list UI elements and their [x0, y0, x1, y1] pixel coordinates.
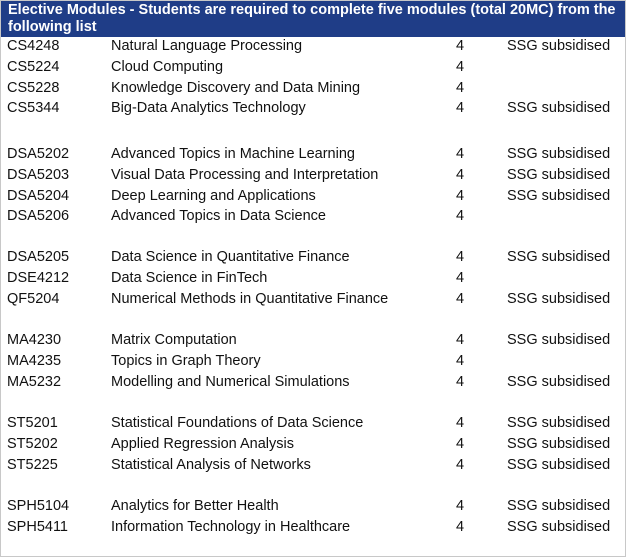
module-credits: 4 [456, 436, 465, 452]
module-title: Analytics for Better Health [111, 498, 279, 514]
module-title: Deep Learning and Applications [111, 188, 316, 204]
module-note: SSG subsidised [507, 188, 611, 204]
module-code: SPH5104 [7, 498, 70, 514]
module-credits: 4 [456, 519, 465, 535]
module-row [0, 456, 626, 477]
module-note: SSG subsidised [507, 167, 611, 183]
module-code: MA5232 [7, 374, 62, 390]
module-code: ST5225 [7, 457, 58, 473]
module-row [0, 414, 626, 435]
module-note: SSG subsidised [507, 100, 611, 116]
module-note: SSG subsidised [507, 436, 611, 452]
module-row [0, 207, 626, 228]
module-code: CS5344 [7, 100, 60, 116]
module-title: Matrix Computation [111, 332, 237, 348]
module-credits: 4 [456, 249, 465, 265]
module-title: Statistical Analysis of Networks [111, 457, 311, 473]
module-credits: 4 [456, 270, 465, 286]
module-code: ST5202 [7, 436, 58, 452]
module-title: Visual Data Processing and Interpretation [111, 167, 379, 183]
module-code: DSE4212 [7, 270, 70, 286]
module-code: MA4235 [7, 353, 62, 369]
module-credits: 4 [456, 457, 465, 473]
module-note: SSG subsidised [507, 498, 611, 514]
module-code: DSA5203 [7, 167, 70, 183]
module-row [0, 497, 626, 518]
module-note: SSG subsidised [507, 374, 611, 390]
elective-modules-header [0, 0, 626, 37]
module-title: Applied Regression Analysis [111, 436, 294, 452]
module-row [0, 435, 626, 456]
module-title: Topics in Graph Theory [111, 353, 261, 369]
module-title: Knowledge Discovery and Data Mining [111, 80, 361, 96]
module-code: DSA5204 [7, 188, 70, 204]
module-row [0, 373, 626, 394]
module-credits: 4 [456, 59, 465, 75]
module-note: SSG subsidised [507, 519, 611, 535]
header-title: Elective Modules - Students are required to complete five modules (total 20MC) from the following list [8, 2, 616, 35]
module-title: Natural Language Processing [111, 38, 303, 54]
module-row [0, 269, 626, 290]
module-title: Modelling and Numerical Simulations [111, 374, 350, 390]
module-title: Cloud Computing [111, 59, 224, 75]
module-credits: 4 [456, 38, 465, 54]
module-credits: 4 [456, 415, 465, 431]
module-note: SSG subsidised [507, 249, 611, 265]
module-title: Advanced Topics in Machine Learning [111, 146, 355, 162]
module-credits: 4 [456, 188, 465, 204]
module-row [0, 187, 626, 208]
module-note: SSG subsidised [507, 38, 611, 54]
module-credits: 4 [456, 291, 465, 307]
module-row [0, 99, 626, 120]
module-title: Big-Data Analytics Technology [111, 100, 306, 116]
module-row [0, 352, 626, 373]
module-row [0, 248, 626, 269]
module-credits: 4 [456, 167, 465, 183]
module-code: ST5201 [7, 415, 58, 431]
module-title: Information Technology in Healthcare [111, 519, 351, 535]
module-note: SSG subsidised [507, 291, 611, 307]
module-code: MA4230 [7, 332, 62, 348]
module-credits: 4 [456, 498, 465, 514]
module-note: SSG subsidised [507, 146, 611, 162]
module-credits: 4 [456, 208, 465, 224]
module-row [0, 37, 626, 58]
module-code: CS4248 [7, 38, 60, 54]
module-note: SSG subsidised [507, 332, 611, 348]
module-row [0, 290, 626, 311]
module-code: DSA5202 [7, 146, 70, 162]
module-row [0, 58, 626, 79]
module-title: Data Science in Quantitative Finance [111, 249, 350, 265]
module-note: SSG subsidised [507, 415, 611, 431]
module-code: SPH5411 [7, 519, 68, 535]
module-row [0, 145, 626, 166]
module-credits: 4 [456, 146, 465, 162]
module-credits: 4 [456, 353, 465, 369]
module-row [0, 331, 626, 352]
module-row [0, 79, 626, 100]
module-code: QF5204 [7, 291, 60, 307]
module-credits: 4 [456, 80, 465, 96]
module-title: Data Science in FinTech [111, 270, 268, 286]
module-row [0, 166, 626, 187]
module-credits: 4 [456, 332, 465, 348]
module-note: SSG subsidised [507, 457, 611, 473]
module-title: Advanced Topics in Data Science [111, 208, 326, 224]
module-code: CS5228 [7, 80, 60, 96]
module-title: Statistical Foundations of Data Science [111, 415, 364, 431]
module-title: Numerical Methods in Quantitative Finance [111, 291, 389, 307]
module-code: DSA5205 [7, 249, 70, 265]
module-row [0, 518, 626, 539]
module-code: CS5224 [7, 59, 60, 75]
module-code: DSA5206 [7, 208, 70, 224]
module-credits: 4 [456, 374, 465, 390]
module-credits: 4 [456, 100, 465, 116]
